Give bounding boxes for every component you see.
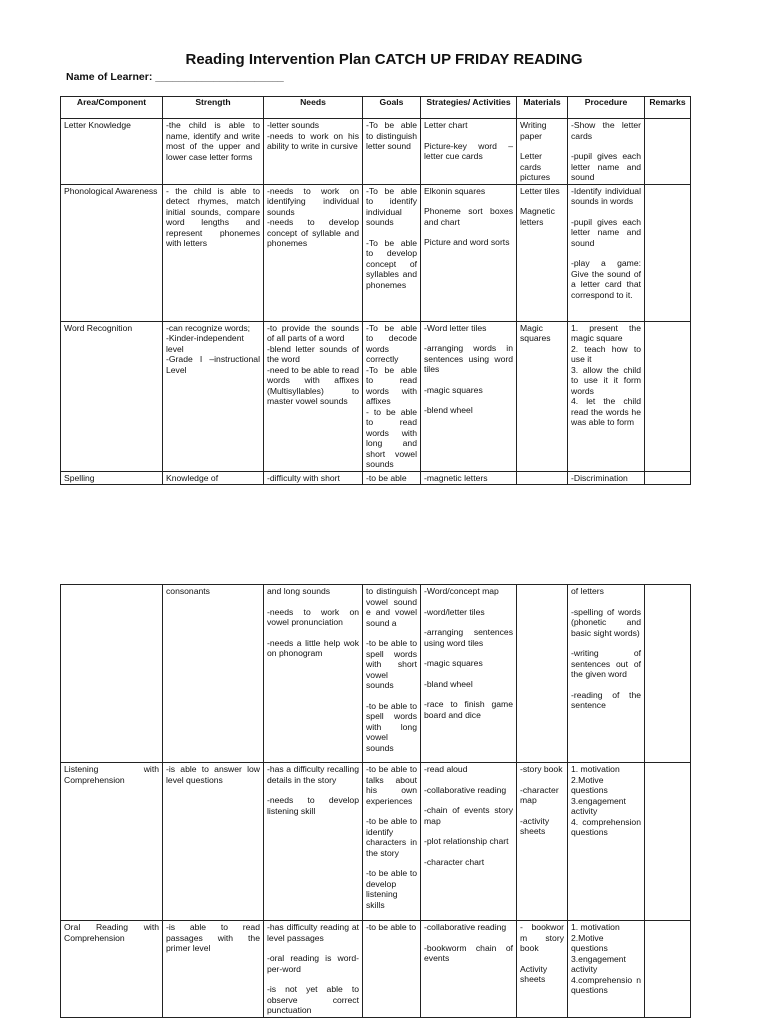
- cell-goals: [363, 321, 421, 471]
- cell-remarks: [645, 184, 691, 321]
- strategies-item: -plot relationship chart: [424, 836, 509, 846]
- procedure-item: of letters: [571, 586, 604, 596]
- header-materials: Materials: [517, 97, 568, 119]
- cell-remarks: [645, 585, 691, 763]
- needs-item: -has difficulty reading at level passages: [267, 922, 359, 943]
- cell-remarks: [645, 921, 691, 1018]
- procedure-item: 1. motivation 2.Motive questions 3.engagement activity 4.comprehensio n questions: [571, 922, 641, 995]
- header-remarks: Remarks: [645, 97, 691, 119]
- cell-needs: [264, 321, 363, 471]
- cell-needs: [264, 763, 363, 921]
- cell-remarks: [645, 763, 691, 921]
- header-procedure: Procedure: [568, 97, 645, 119]
- needs-item: -needs to work on vowel pronunciation: [267, 606, 359, 627]
- cell-strategies: [421, 921, 517, 1018]
- cell-needs: [264, 184, 363, 321]
- strength-item: consonants: [166, 586, 210, 596]
- goals-item: -To be able to distinguish letter sound: [366, 120, 417, 151]
- row-word-recognition: [61, 321, 691, 471]
- materials-item: -character map: [520, 784, 559, 805]
- cell-area: [61, 585, 163, 763]
- cell-materials: [517, 471, 568, 485]
- cell-materials: [517, 763, 568, 921]
- needs-item: -oral reading is word-per-word: [267, 953, 359, 974]
- header-area: Area/Component: [61, 97, 163, 119]
- strategies-item: -blend wheel: [424, 405, 473, 415]
- strategies-item: -word/letter tiles: [424, 606, 485, 617]
- strategies-item: -collaborative reading: [424, 922, 507, 932]
- needs-item: -needs to work on identifying individual sounds -needs to develop concept of syllable and phonemes: [267, 185, 359, 248]
- cell-procedure: [568, 321, 645, 471]
- cell-strategies: [421, 585, 517, 763]
- cell-procedure: [568, 921, 645, 1018]
- cell-area: Spelling: [61, 471, 163, 485]
- strategies-item: -Word/concept map: [424, 586, 499, 596]
- goals-item: -to be able to spell words with long vowel sounds: [366, 700, 417, 753]
- goals-item: -to be able to spell words with short vowel sounds: [366, 638, 417, 690]
- procedure-item: -pupil gives each letter name and sound: [571, 151, 641, 182]
- procedure-item: 1. present the magic square 2. teach how to use it 3. allow the child to use it it form words 4. let the child read the words he was able to form: [571, 322, 641, 427]
- header-strategies: Strategies/ Activities: [421, 97, 517, 119]
- needs-item: -difficulty with short: [267, 472, 340, 483]
- cell-goals: [363, 119, 421, 185]
- cell-strength: [163, 921, 264, 1018]
- materials-item: Letter cards pictures: [520, 151, 551, 182]
- cell-strength: [163, 763, 264, 921]
- cell-strategies: [421, 184, 517, 321]
- cell-strategies: [421, 321, 517, 471]
- strength-item: -can recognize words; -Kinder-independent level -Grade I –instructional Level: [166, 322, 260, 375]
- cell-materials: [517, 585, 568, 763]
- row-letter-knowledge: [61, 119, 691, 185]
- cell-materials: [517, 921, 568, 1018]
- row-spelling: [61, 471, 691, 485]
- row-listening-comprehension: [61, 763, 691, 921]
- strategies-item: -Word letter tiles: [424, 322, 487, 333]
- procedure-item: -Discrimination: [571, 472, 628, 483]
- needs-item: and long sounds: [267, 586, 331, 596]
- strategies-item: -bland wheel: [424, 678, 473, 689]
- cell-procedure: [568, 119, 645, 185]
- cell-area: Letter Knowledge: [61, 119, 163, 185]
- row-spelling-continued: [61, 585, 691, 763]
- strategies-item: -magic squares: [424, 658, 483, 668]
- cell-needs: [264, 585, 363, 763]
- cell-strength: [163, 471, 264, 485]
- cell-procedure: [568, 585, 645, 763]
- strategies-item: Picture-key word – letter cue cards: [424, 140, 513, 161]
- materials-item: Magnetic letters: [520, 206, 555, 227]
- materials-item: - bookwor m story book: [520, 922, 564, 953]
- strength-item: - the child is able to detect rhymes, match initial sounds, compare word lengths and represent phonemes with letters: [166, 185, 260, 248]
- procedure-item: -spelling of words (phonetic and basic sight words): [571, 606, 641, 638]
- strategies-item: -arranging sentences using word tiles: [424, 627, 513, 648]
- header-strength: Strength: [163, 97, 264, 119]
- cell-strength: [163, 585, 264, 763]
- needs-item: -is not yet able to observe correct punctuation: [267, 984, 359, 1015]
- row-oral-reading: [61, 921, 691, 1018]
- cell-goals: [363, 585, 421, 763]
- needs-item: -to provide the sounds of all parts of a word -blend letter sounds of the word -need to be able to read words with affixes (Multisyllables) to master vowel sounds: [267, 322, 359, 406]
- needs-item: -needs to develop listening skill: [267, 795, 359, 816]
- goals-item: -To be able to identify individual sounds: [366, 185, 417, 227]
- strategies-item: -arranging words in sentences using word tiles: [424, 343, 513, 374]
- cell-area: Listening with Comprehension: [61, 763, 163, 921]
- procedure-item: 1. motivation 2.Motive questions 3.engagement activity 4. comprehension questions: [571, 764, 641, 837]
- needs-item: -needs a little help wok on phonogram: [267, 637, 359, 658]
- cell-goals: [363, 763, 421, 921]
- strategies-item: -read aloud: [424, 764, 468, 774]
- cell-strength: [163, 321, 264, 471]
- intervention-table-page-1: [60, 96, 691, 485]
- cell-procedure: [568, 763, 645, 921]
- procedure-item: -writing of sentences out of the given word: [571, 648, 641, 679]
- materials-item: Activity sheets: [520, 963, 548, 984]
- materials-item: Writing paper: [520, 120, 547, 141]
- cell-strength: [163, 184, 264, 321]
- goals-item: -to be able to talks about his own experiences: [366, 764, 417, 806]
- strategies-item: Letter chart: [424, 120, 468, 130]
- procedure-item: -reading of the sentence: [571, 689, 641, 710]
- cell-needs: [264, 921, 363, 1018]
- strategies-item: -magic squares: [424, 384, 483, 395]
- cell-goals: [363, 184, 421, 321]
- table-header-row: [61, 97, 691, 119]
- learner-name-label: Name of Learner: ______________________: [66, 71, 284, 83]
- cell-procedure: [568, 471, 645, 485]
- needs-item: -has a difficulty recalling details in the story: [267, 764, 359, 785]
- cell-strategies: [421, 119, 517, 185]
- strength-item: -is able to answer low level questions: [166, 764, 260, 785]
- row-phonological-awareness: [61, 184, 691, 321]
- strength-item: -is able to read passages with the primer level: [166, 922, 260, 953]
- cell-goals: [363, 921, 421, 1018]
- strategies-item: -character chart: [424, 856, 485, 867]
- goals-item: -to be able to develop listening skills: [366, 868, 417, 910]
- cell-remarks: [645, 471, 691, 485]
- cell-materials: [517, 321, 568, 471]
- procedure-item: -pupil gives each letter name and sound: [571, 216, 641, 248]
- cell-materials: [517, 119, 568, 185]
- procedure-item: -play a game: Give the sound of a letter card that correspond to it.: [571, 258, 641, 300]
- strategies-item: -magnetic letters: [424, 472, 488, 483]
- cell-area: Word Recognition: [61, 321, 163, 471]
- strategies-item: Phoneme sort boxes and chart: [424, 206, 513, 227]
- cell-goals: [363, 471, 421, 485]
- cell-remarks: [645, 321, 691, 471]
- procedure-item: -Identify individual sounds in words: [571, 185, 641, 206]
- cell-area: Phonological Awareness: [61, 184, 163, 321]
- goals-item: -to be able to identify characters in the story: [366, 816, 417, 858]
- materials-item: -story book: [520, 764, 563, 774]
- header-needs: Needs: [264, 97, 363, 119]
- strategies-item: Picture and word sorts: [424, 237, 510, 247]
- goals-item: -to be able: [366, 472, 407, 483]
- cell-area: Oral Reading with Comprehension: [61, 921, 163, 1018]
- document-title: Reading Intervention Plan CATCH UP FRIDAY READING: [185, 51, 583, 68]
- strength-item: Knowledge of: [166, 472, 219, 483]
- goals-item: -To be able to decode words correctly -To be able to read words with affixes - to be able to read words with long and short vowel sounds: [366, 322, 417, 469]
- cell-procedure: [568, 184, 645, 321]
- needs-item: -letter sounds -needs to work on his ability to write in cursive: [267, 120, 359, 151]
- strategies-item: -collaborative reading: [424, 784, 507, 795]
- intervention-table-page-2: [60, 584, 691, 1018]
- goals-item: -to be able to: [366, 922, 417, 932]
- strategies-item: -race to finish game board and dice: [424, 699, 513, 720]
- cell-remarks: [645, 119, 691, 185]
- materials-item: Letter tiles: [520, 185, 560, 196]
- cell-strategies: [421, 471, 517, 485]
- materials-item: Magic squares: [520, 322, 551, 343]
- procedure-item: -Show the letter cards: [571, 120, 641, 141]
- strategies-item: Elkonin squares: [424, 185, 486, 196]
- cell-strength: [163, 119, 264, 185]
- goals-item: -To be able to develop concept of syllables and phonemes: [366, 237, 417, 290]
- strength-item: -the child is able to name, identify and write most of the upper and lower case letter forms: [166, 120, 260, 162]
- cell-needs: [264, 471, 363, 485]
- cell-needs: [264, 119, 363, 185]
- strategies-item: -bookworm chain of events: [424, 942, 513, 963]
- header-goals: Goals: [363, 97, 421, 119]
- strategies-item: -chain of events story map: [424, 805, 513, 826]
- goals-item: to distinguish vowel sound e and vowel sound a: [366, 586, 417, 628]
- materials-item: -activity sheets: [520, 815, 550, 836]
- cell-strategies: [421, 763, 517, 921]
- cell-materials: [517, 184, 568, 321]
